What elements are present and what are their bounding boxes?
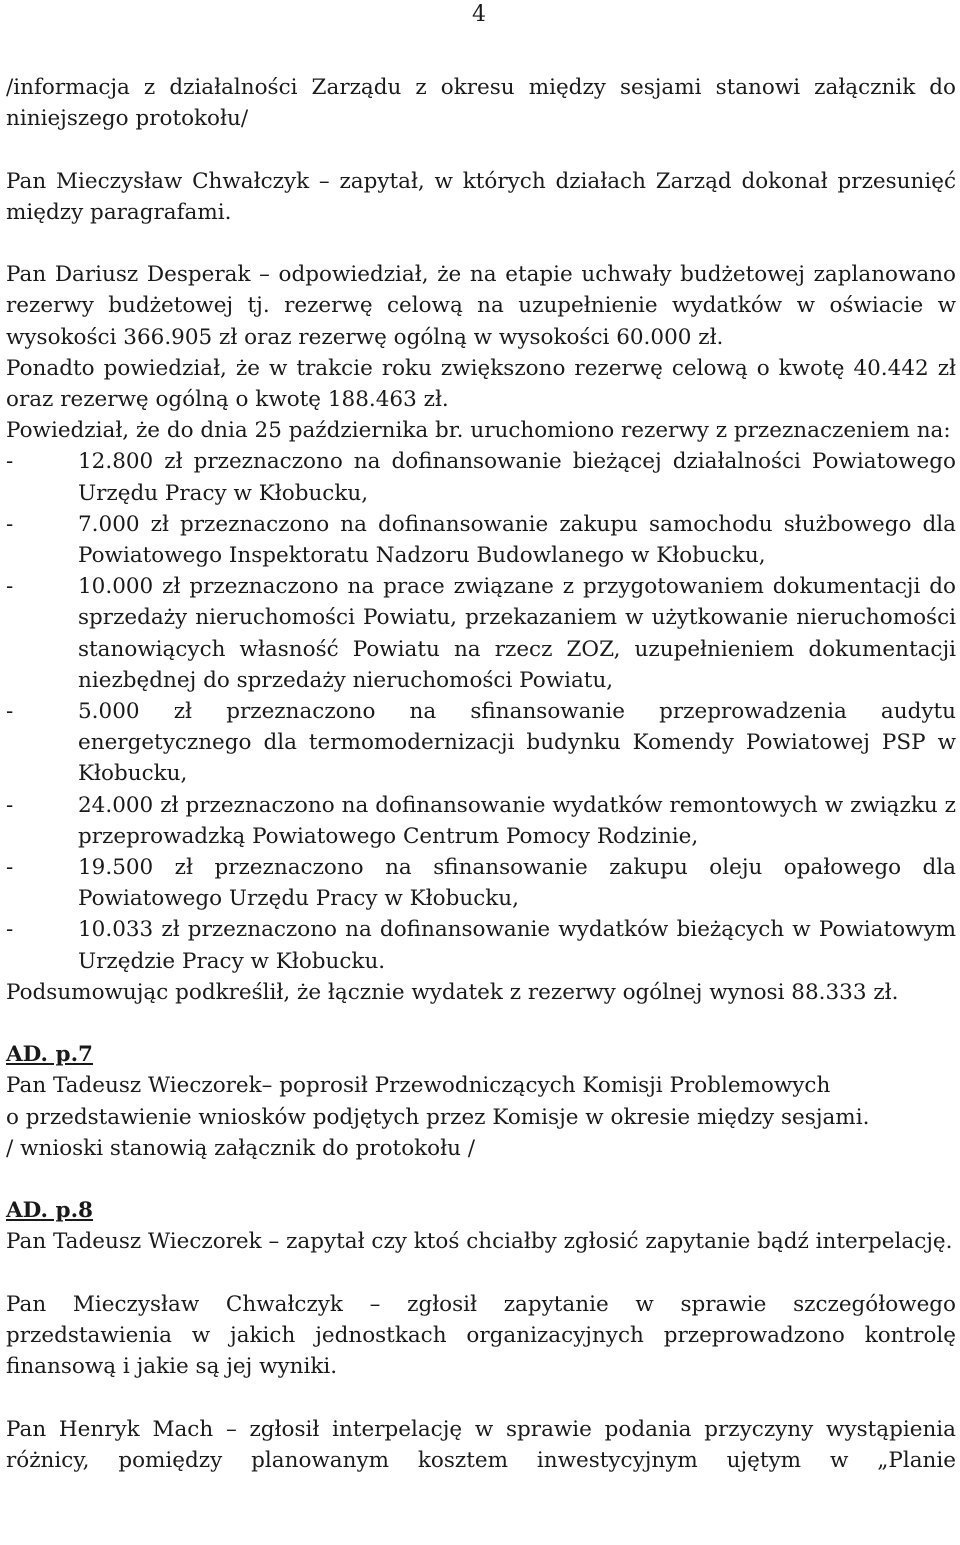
paragraph-request-line1: Pan Tadeusz Wieczorek– poprosił Przewodniczących Komisji Problemowych	[6, 1073, 831, 1099]
list-item	[6, 696, 956, 790]
document-body	[6, 72, 956, 1476]
page-number: 4	[472, 2, 486, 27]
list-item-text: 24.000 zł przeznaczono na dofinansowanie wydatków remontowych w związku z przeprowadzką Powiatowego Centrum Pomocy Rodzinie,	[78, 792, 956, 849]
heading-ad-p8: AD. p.8	[6, 1198, 94, 1224]
list-item	[6, 571, 956, 696]
list-item-text: 19.500 zł przeznaczono na sfinansowanie zakupu oleju opałowego dla Powiatowego Urzędu Pracy w Kłobucku,	[78, 855, 956, 912]
paragraph-request-line2: o przedstawienie wniosków podjętych przez Komisje w okresie między sesjami.	[6, 1104, 870, 1130]
list-item	[6, 852, 956, 914]
paragraph-request-line3: / wnioski stanowią załącznik do protokołu /	[6, 1135, 476, 1161]
paragraph-interpellation-call: Pan Tadeusz Wieczorek – zapytał czy ktoś chciałby zgłosić zapytanie bądź interpelację.	[6, 1229, 953, 1255]
list-dash: -	[6, 855, 14, 881]
paragraph-summary: Podsumowując podkreślił, że łącznie wydatek z rezerwy ogólnej wynosi 88.333 zł.	[6, 979, 899, 1005]
list-item	[6, 790, 956, 852]
paragraph-answer-desperak: Pan Dariusz Desperak – odpowiedział, że na etapie uchwały budżetowej zaplanowano rezerwy budżetowej tj. rezerwę celową na uzupełnienie wydatków w oświacie w wysokości 366.905 zł oraz rezerwę ogólną w wysokości 60.000 zł.	[6, 262, 956, 350]
list-item-text: 7.000 zł przeznaczono na dofinansowanie zakupu samochodu służbowego dla Powiatowego Inspektoratu Nadzoru Budowlanego w Kłobucku,	[78, 511, 956, 569]
paragraph-question-chwalczyk: Pan Mieczysław Chwałczyk – zapytał, w których działach Zarząd dokonał przesunięć między paragrafami.	[6, 168, 956, 225]
list-dash: -	[6, 699, 14, 725]
list-item-text: 12.800 zł przeznaczono na dofinansowanie bieżącej działalności Powiatowego Urzędu Pracy w Kłobucku,	[78, 449, 956, 506]
list-dash: -	[6, 449, 14, 475]
paragraph-reserve-increase: Ponadto powiedział, że w trakcie roku zwiększono rezerwę celową o kwotę 40.442 zł oraz rezerwę ogólną o kwotę 188.463 zł.	[6, 355, 956, 412]
heading-ad-p7: AD. p.7	[6, 1042, 94, 1068]
list-item-text: 5.000 zł przeznaczono na sfinansowanie przeprowadzenia audytu energetycznego dla termomodernizacji budynku Komendy Powiatowej PSP w Kłobucku,	[78, 699, 956, 787]
list-dash: -	[6, 574, 14, 600]
list-dash: -	[6, 792, 14, 818]
list-dash: -	[6, 917, 14, 943]
list-item-text: 10.033 zł przeznaczono na dofinansowanie wydatków bieżących w Powiatowym Urzędzie Pracy w Kłobucku.	[78, 917, 956, 974]
paragraph-question-control: Pan Mieczysław Chwałczyk – zgłosił zapytanie w sprawie szczegółowego przedstawienia w jakich jednostkach organizacyjnych przeprowadzono kontrolę finansową i jakie są jej wyniki.	[6, 1291, 956, 1380]
list-item-text: 10.000 zł przeznaczono na prace związane z przygotowaniem dokumentacji do sprzedaży nieruchomości Powiatu, przekazaniem w użytkowanie nieruchomości stanowiących własność Powiatu na rzecz ZOZ, uzupełnieniem dokumentacji niezbędnej do sprzedaży nieruchomości Powiatu,	[78, 574, 956, 693]
list-item	[6, 446, 956, 508]
list-dash: -	[6, 511, 14, 537]
paragraph-info-note: /informacja z działalności Zarządu z okresu między sesjami stanowi załącznik do niniejszego protokołu/	[6, 75, 956, 132]
list-item	[6, 509, 956, 571]
paragraph-interpellation-mach: Pan Henryk Mach – zgłosił interpelację w sprawie podania przyczyny wystąpienia różnicy, pomiędzy planowanym kosztem inwestycyjnym ujętym w „Planie	[6, 1416, 956, 1473]
reserve-allocation-list	[6, 446, 956, 976]
list-item	[6, 914, 956, 976]
paragraph-reserve-usage: Powiedział, że do dnia 25 października br. uruchomiono rezerwy z przeznaczeniem na:	[6, 418, 951, 444]
